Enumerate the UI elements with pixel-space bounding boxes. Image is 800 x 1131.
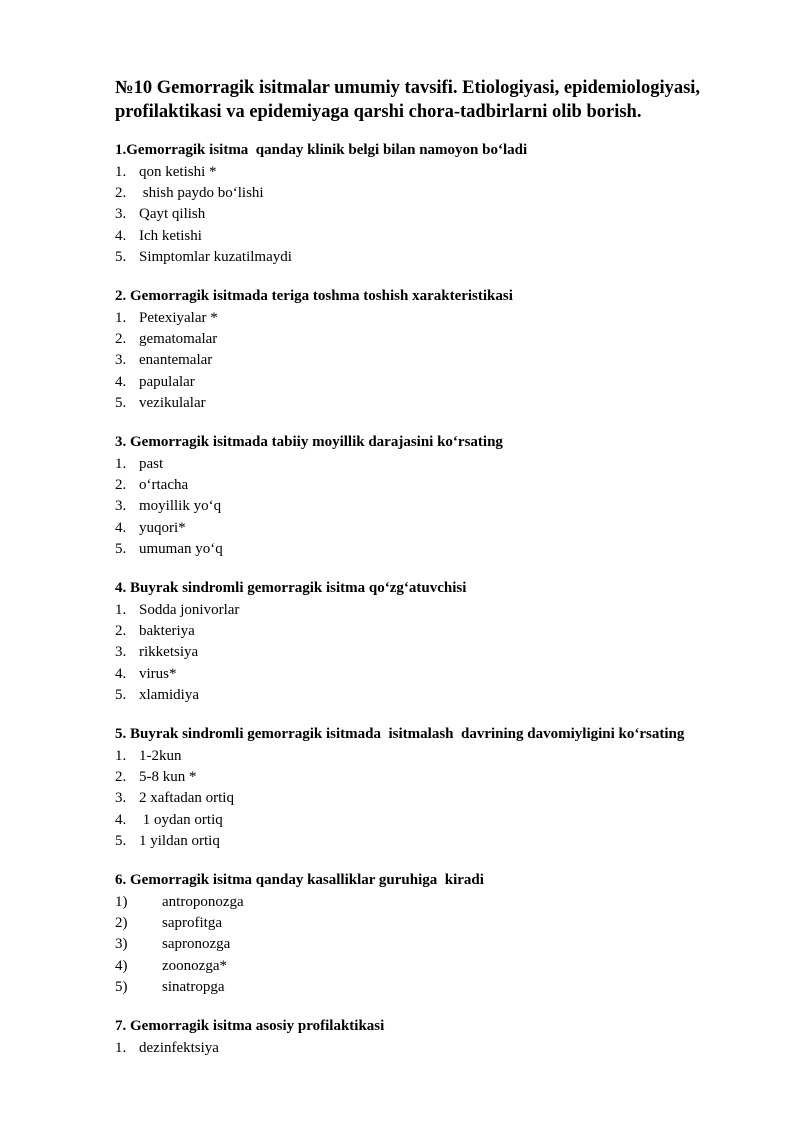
option-text: 1 oydan ortiq [139, 811, 223, 828]
answer-options [115, 600, 755, 706]
option-number: 3. [115, 498, 127, 515]
question-block [115, 870, 755, 998]
option-number: 5) [115, 978, 128, 995]
answer-option [115, 934, 755, 955]
option-text: 1-2kun [139, 748, 182, 765]
answer-option [115, 810, 755, 831]
answer-option [115, 183, 755, 204]
answer-option [115, 393, 755, 414]
option-number: 1. [115, 748, 127, 765]
option-text: Simptomlar kuzatilmaydi [139, 248, 292, 265]
option-text: dezinfektsiya [139, 1040, 219, 1057]
option-text: papulalar [139, 373, 195, 390]
answer-option [115, 685, 755, 706]
option-number: 3. [115, 206, 127, 223]
answer-options [115, 308, 755, 414]
option-text: enantemalar [139, 352, 213, 369]
option-number: 5. [115, 832, 127, 849]
option-text: antroponozga [162, 894, 244, 911]
question-text: 1.Gemorragik isitma qanday klinik belgi bilan namoyon bo‘ladi [115, 142, 528, 158]
answer-option [115, 600, 755, 621]
question-block [115, 432, 755, 560]
answer-option [115, 831, 755, 852]
answer-option [115, 372, 755, 393]
document-page [115, 76, 755, 1077]
question-block [115, 578, 755, 706]
option-number: 2. [115, 477, 127, 494]
answer-option [115, 162, 755, 183]
option-text: bakteriya [139, 623, 195, 640]
question-text: 4. Buyrak sindromli gemorragik isitma qo‘zg‘atuvchisi [115, 580, 467, 597]
option-number: 2) [115, 915, 128, 932]
document-title: №10 Gemorragik isitmalar umumiy tavsifi. Etiologiyasi, epidemiologiyasi, profilaktikasi va epidemiyaga qarshi chora-tadbirlarni olib borish. [115, 78, 701, 122]
answer-option [115, 247, 755, 268]
option-text: zoonozga* [162, 957, 227, 974]
question-text: 6. Gemorragik isitma qanday kasalliklar guruhiga kiradi [115, 872, 484, 889]
option-number: 1. [115, 602, 127, 619]
answer-options [115, 1038, 755, 1059]
option-number: 4. [115, 811, 127, 828]
option-number: 1. [115, 1040, 127, 1057]
option-number: 1. [115, 310, 127, 327]
answer-option [115, 746, 755, 767]
option-text: moyillik yo‘q [139, 498, 222, 515]
option-number: 3. [115, 352, 127, 369]
answer-options [115, 454, 755, 560]
answer-option [115, 1038, 755, 1059]
option-number: 1) [115, 894, 128, 911]
option-number: 2. [115, 623, 127, 640]
answer-option [115, 621, 755, 642]
answer-option [115, 496, 755, 517]
answer-option [115, 350, 755, 371]
option-text: yuqori* [139, 519, 186, 536]
option-text: rikketsiya [139, 644, 199, 661]
question-text: 5. Buyrak sindromli gemorragik isitmada isitmalash davrining davomiyligini ko‘rsating [115, 726, 685, 743]
option-text: sinatropga [162, 978, 225, 995]
answer-option [115, 539, 755, 560]
answer-option [115, 913, 755, 934]
option-text: 2 xaftadan ortiq [139, 790, 234, 807]
option-text: xlamidiya [139, 686, 199, 703]
option-text: virus* [139, 665, 177, 682]
option-text: Petexiyalar * [139, 310, 218, 327]
option-number: 3. [115, 644, 127, 661]
answer-option [115, 642, 755, 663]
answer-option [115, 664, 755, 685]
option-number: 5. [115, 394, 127, 411]
option-number: 4. [115, 227, 127, 244]
option-number: 4. [115, 519, 127, 536]
question-text: 2. Gemorragik isitmada teriga toshma toshish xarakteristikasi [115, 288, 513, 305]
question-block [115, 140, 755, 268]
option-text: umuman yo‘q [139, 540, 223, 557]
option-number: 5. [115, 686, 127, 703]
answer-option [115, 892, 755, 913]
answer-option [115, 454, 755, 475]
question-block [115, 286, 755, 414]
option-number: 3. [115, 790, 127, 807]
option-number: 5. [115, 540, 127, 557]
question-block [115, 724, 755, 852]
answer-options [115, 892, 755, 998]
answer-option [115, 977, 755, 998]
answer-option [115, 475, 755, 496]
option-text: Ich ketishi [139, 227, 202, 244]
answer-option [115, 518, 755, 539]
question-text: 7. Gemorragik isitma asosiy profilaktikasi [115, 1018, 385, 1035]
option-number: 1. [115, 456, 127, 473]
option-text: vezikulalar [139, 394, 206, 411]
answer-option [115, 767, 755, 788]
option-text: Sodda jonivorlar [139, 602, 240, 619]
option-number: 1. [115, 164, 127, 180]
option-number: 3) [115, 936, 128, 953]
answer-option [115, 956, 755, 977]
option-text: Qayt qilish [139, 206, 206, 223]
option-text: sapronozga [162, 936, 231, 953]
answer-option [115, 226, 755, 247]
option-text: qon ketishi * [139, 164, 217, 180]
option-text: saprofitga [162, 915, 222, 932]
option-text: o‘rtacha [139, 477, 189, 494]
question-list [115, 140, 755, 1059]
option-number: 5. [115, 248, 127, 265]
option-text: past [139, 456, 164, 473]
question-block [115, 1016, 755, 1059]
answer-option [115, 788, 755, 809]
option-number: 2. [115, 331, 127, 348]
option-number: 4) [115, 957, 128, 974]
option-number: 2. [115, 185, 127, 202]
option-number: 4. [115, 665, 127, 682]
option-text: shish paydo bo‘lishi [139, 185, 264, 202]
option-text: gematomalar [139, 331, 218, 348]
answer-options [115, 746, 755, 852]
option-text: 1 yildan ortiq [139, 832, 220, 849]
answer-option [115, 329, 755, 350]
option-text: 5-8 kun * [139, 769, 197, 786]
answer-option [115, 204, 755, 225]
option-number: 4. [115, 373, 127, 390]
question-text: 3. Gemorragik isitmada tabiiy moyillik darajasini ko‘rsating [115, 434, 503, 451]
option-number: 2. [115, 769, 127, 786]
answer-option [115, 308, 755, 329]
answer-options [115, 162, 755, 268]
